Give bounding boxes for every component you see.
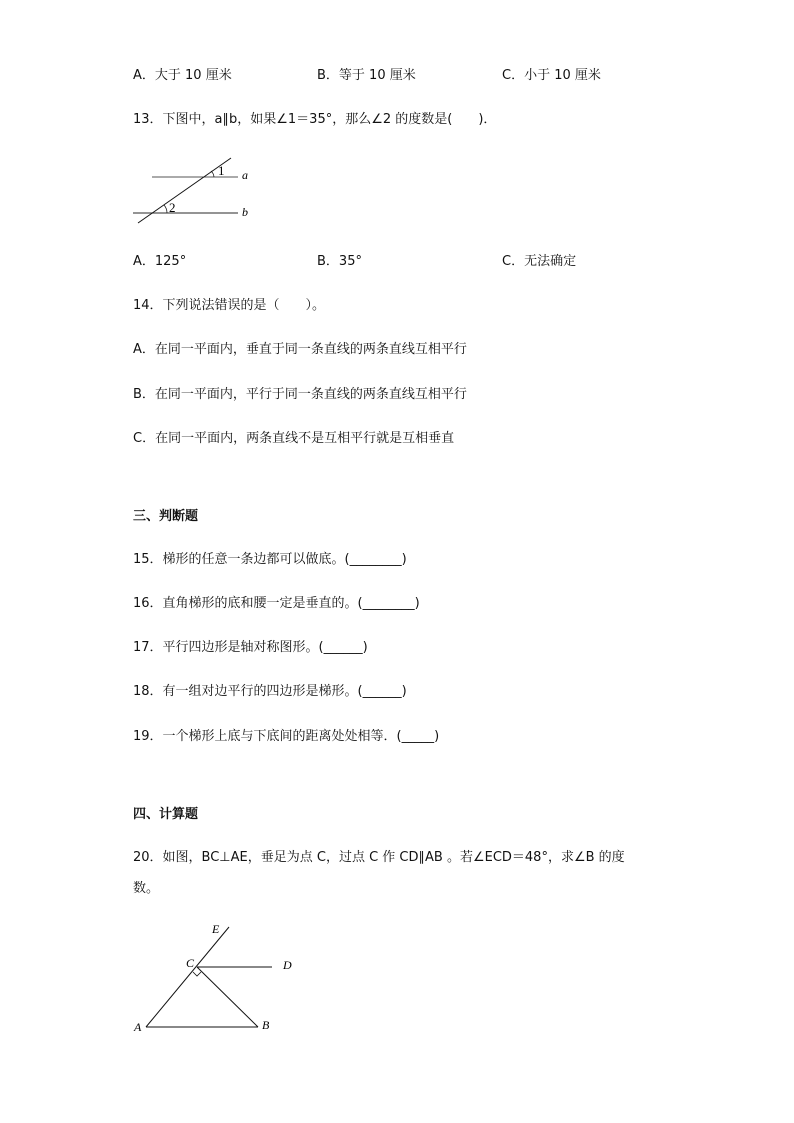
- q14-option-b: B．在同一平面内，平行于同一条直线的两条直线互相平行: [133, 387, 467, 402]
- q19: 19．一个梯形上底与下底间的距离处处相等．(_____): [133, 729, 440, 744]
- label-b: B: [262, 1018, 270, 1032]
- label-e: E: [212, 922, 220, 936]
- angle2-label: 2: [169, 200, 176, 215]
- q12-option-a: A．大于 10 厘米: [133, 68, 232, 83]
- q18: 18．有一组对边平行的四边形是梯形。(______): [133, 684, 407, 699]
- q16: 16．直角梯形的底和腰一定是垂直的。(________): [133, 596, 420, 611]
- section4-title: 四、计算题: [133, 807, 199, 822]
- right-angle-mark: [193, 972, 201, 976]
- label-c: C: [186, 956, 195, 970]
- label-a: A: [134, 1020, 142, 1034]
- q15: 15．梯形的任意一条边都可以做底。(________): [133, 552, 407, 567]
- angle1-label: 1: [218, 163, 225, 178]
- q14-option-a: A．在同一平面内，垂直于同一条直线的两条直线互相平行: [133, 342, 467, 357]
- q12-option-b: B．等于 10 厘米: [317, 68, 416, 83]
- q13-option-b: B．35°: [317, 254, 362, 269]
- q13-option-c: C．无法确定: [502, 254, 577, 269]
- line-ae: [146, 927, 229, 1027]
- angle2-arc: [164, 205, 167, 213]
- q20-line2: 数。: [133, 881, 160, 896]
- line-bc: [197, 967, 258, 1027]
- q14-question: 14．下列说法错误的是（ ）。: [133, 298, 326, 313]
- angle1-arc: [211, 171, 214, 177]
- q13-question: 13．下图中，a∥b，如果∠1＝35°，那么∠2 的度数是( )．: [133, 112, 497, 127]
- section3-title: 三、判断题: [133, 509, 199, 524]
- q12-option-c: C．小于 10 厘米: [502, 68, 601, 83]
- line-a-label: a: [242, 168, 248, 182]
- label-d: D: [283, 958, 292, 972]
- q13-option-a: A．125°: [133, 254, 187, 269]
- q17: 17．平行四边形是轴对称图形。(______): [133, 640, 368, 655]
- q20-line1: 20．如图，BC⊥AE，垂足为点 C，过点 C 作 CD∥AB 。若∠ECD＝48°，求∠B 的度: [133, 850, 625, 865]
- line-b-label: b: [242, 205, 248, 219]
- q14-option-c: C．在同一平面内，两条直线不是互相平行就是互相垂直: [133, 431, 455, 446]
